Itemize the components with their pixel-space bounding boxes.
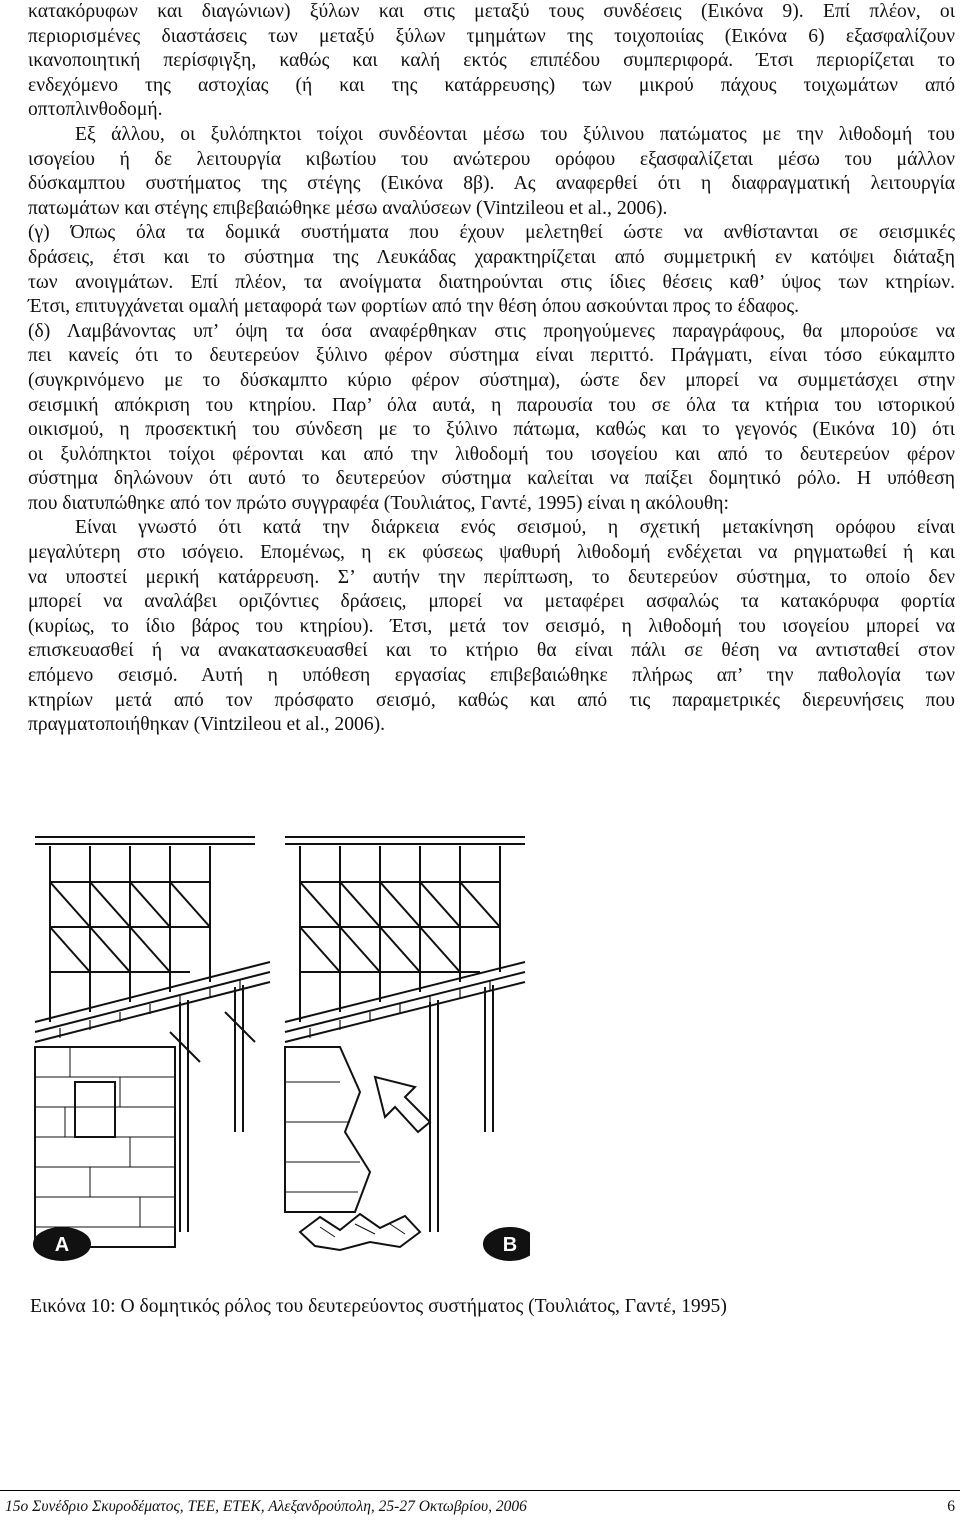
text-line: οπτοπλινθοδομή.	[28, 99, 163, 121]
text-line: Είναι γνωστό ότι κατά την διάρκεια ενός σεισμού, η σχετική μετακίνηση ορόφου είναι	[75, 517, 955, 539]
footer-conference: 15ο Συνέδριο Σκυροδέματος, ΤΕΕ, ΕΤΕΚ, Αλεξανδρούπολη, 25-27 Οκτωβρίου, 2006	[5, 1498, 527, 1515]
text-line: ικανοποιητική περίσφιγξη, καθώς και καλή εκτός επιπέδου συμπεριφορά. Έτσι περιορίζεται το	[28, 50, 955, 72]
text-line: Εξ άλλου, οι ξυλόπηκτοι τοίχοι συνδέονται μέσω του ξύλινου πατώματος με την λιθοδομή του	[75, 123, 955, 145]
text-line: περιορισμένες διαστάσεις των μεταξύ ξύλων τμημάτων της τοιχοποιίας (Εικόνα 6) εξασφαλίζουν	[28, 25, 955, 47]
page-number: 6	[947, 1498, 955, 1515]
text-line: που διατυπώθηκε από τον πρώτο συγγραφέα (Τουλιάτος, Γαντέ, 1995) είναι η ακόλουθη:	[28, 492, 729, 514]
body-text	[28, 0, 955, 738]
text-line: κατακόρυφων και διαγώνιων) ξύλων και στις μεταξύ τους συνδέσεις (Εικόνα 9). Επί πλέον, οι	[28, 1, 955, 22]
text-line: μπορεί να αναλάβει οριζόντιες δράσεις, μπορεί να μεταφέρει ασφαλώς τα κατακόρυφα φορτία	[28, 591, 955, 613]
text-line: οικισμού, η προσεκτική του σύνδεση με το ξύλινο πάτωμα, καθώς και το γεγονός (Εικόνα 10) ότι	[28, 419, 955, 441]
text-line: επισκευασθεί ή να ανακατασκευασθεί και το κτήριο θα είναι πάλι σε θέση να αντισταθεί στον	[28, 640, 955, 662]
text-line: ενδεχόμενο της αστοχίας (ή και της κατάρρευσης) των μικρού πάχους τοιχωμάτων από	[28, 74, 955, 96]
text-line: πει κανείς ότι το δευτερεύον ξύλινο φέρον σύστημα είναι περιττό. Πράγματι, είναι τόσο εύκαμπτο	[28, 345, 955, 367]
label-b: B	[502, 1234, 518, 1256]
label-a: A	[54, 1234, 70, 1256]
text-line: (συγκρινόμενο με το δύσκαμπτο κύριο φέρον σύστημα), ώστε δεν μπορεί να συμμετάσχει στην	[28, 369, 955, 391]
text-line: πραγματοποιήθηκαν (Vintzileou et al., 2006).	[28, 714, 386, 736]
drawing-a	[34, 837, 270, 1260]
text-line: να υποστεί μερική κατάρρευση. Σ’ αυτήν την περίπτωση, το δευτερεύον σύστημα, το οποίο δεν	[28, 566, 955, 588]
text-line: μεγαλύτερη στο ισόγειο. Επομένως, η εκ φύσεως ψαθυρή λιθοδομή ενδέχεται να ρηγματωθεί ή και	[28, 542, 955, 564]
text-line: οι ξυλόπηκτοι τοίχοι φέρονται και από την λιθοδομή του ισογείου και από το δευτερεύον φέρον	[28, 443, 955, 465]
text-line: δύσκαμπτου συστήματος της στέγης (Εικόνα 8β). Ας αναφερθεί ότι η διαφραγματική λειτουργία	[28, 173, 955, 195]
page-footer	[5, 1498, 955, 1516]
text-line: των ανοιγμάτων. Επί πλέον, τα ανοίγματα διατηρούνται στις ίδιες θέσεις καθ’ ύψος των κτηρίων.	[28, 271, 955, 293]
text-line: σεισμική απόκριση του κτηρίου. Παρ’ όλα αυτά, η παρουσία του σε όλα τα κτήρια του ιστορικού	[28, 394, 955, 416]
footer-divider	[0, 1490, 960, 1491]
text-line: επόμενο σεισμό. Αυτή η υπόθεση εργασίας επιβεβαιώθηκε πλήρως απ’ την παθολογία των	[28, 665, 955, 687]
text-line: ισογείου ή δε λειτουργία κιβωτίου του ανώτερου ορόφου εξασφαλίζεται μέσω του μάλλον	[28, 148, 955, 170]
text-line: πατωμάτων και στέγης επιβεβαιώθηκε μέσω αναλύσεων (Vintzileou et al., 2006).	[28, 197, 668, 219]
structure-drawing	[30, 832, 530, 1272]
text-line: (δ) Λαμβάνοντας υπ’ όψη τα όσα αναφέρθηκαν στις προηγούμενες παραγράφους, θα μπορούσε να	[28, 320, 955, 342]
text-line: κτηρίων μετά από τον πρόσφατο σεισμό, καθώς και από τις παραμετρικές διερευνήσεις που	[28, 689, 955, 711]
text-line: (κυρίως, το ίδιο βάρος του κτηρίου). Έτσι, μετά τον σεισμό, η λιθοδομή του ισογείου μπορεί να	[28, 615, 955, 637]
text-line: Έτσι, επιτυγχάνεται ομαλή μεταφορά των φορτίων από την θέση όπου ασκούνται προς το έδαφος.	[28, 296, 800, 318]
figure-caption: Εικόνα 10: Ο δομητικός ρόλος του δευτερεύοντος συστήματος (Τουλιάτος, Γαντέ, 1995)	[30, 1296, 727, 1317]
text-line: δράσεις, έτσι και το σύστημα της Λευκάδας χαρακτηρίζεται από συμμετρική εν κατόψει διάταξη	[28, 246, 955, 268]
text-line: σύστημα δηλώνουν ότι αυτό το δευτερεύον σύστημα καλείται να παίξει δομητικό ρόλο. Η υπόθεση	[28, 468, 955, 490]
figure-10-illustration	[30, 832, 530, 1272]
text-line: (γ) Όπως όλα τα δομικά συστήματα που έχουν μελετηθεί ώστε να ανθίστανται σε σεισμικές	[28, 222, 955, 244]
drawing-b	[285, 837, 530, 1260]
